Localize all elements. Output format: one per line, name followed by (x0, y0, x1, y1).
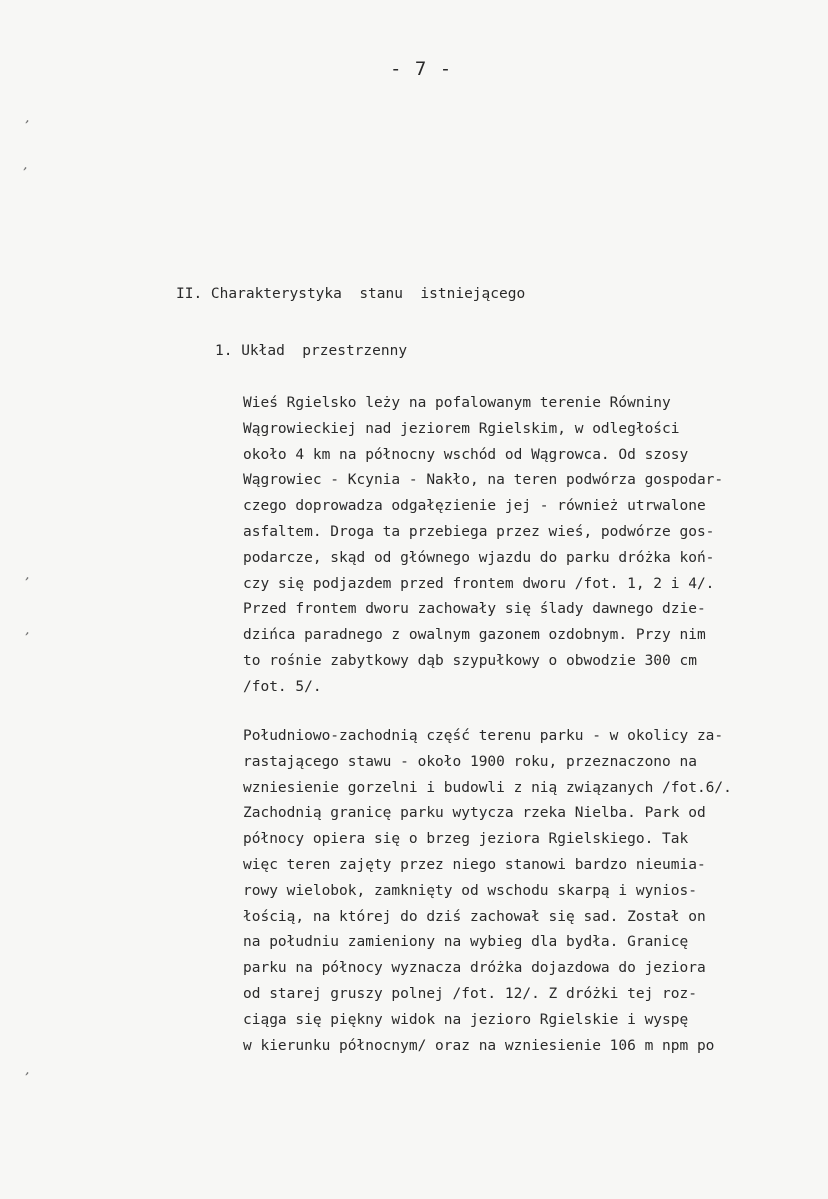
scan-mark: ʼ (19, 117, 32, 133)
text-line: północy opiera się o brzeg jeziora Rgielskiego. Tak (243, 831, 689, 848)
text-line: na południu zamieniony na wybieg dla bydła. Granicę (243, 934, 689, 951)
text-line: około 4 km na północny wschód od Wągrowca. Od szosy (243, 446, 689, 463)
subsection-heading: 1. Układ przestrzenny (215, 343, 408, 359)
scan-mark: ʼ (19, 1069, 32, 1085)
paragraph-2 (243, 724, 732, 1059)
text-line: Wągrowieckiej nad jeziorem Rgielskim, w odległości (243, 420, 680, 437)
text-line: parku na północy wyznacza dróżka dojazdowa do jeziora (243, 960, 706, 977)
text-line: Zachodnią granicę parku wytycza rzeka Nielba. Park od (243, 805, 706, 822)
text-line: wzniesienie gorzelni i budowli z nią związanych /fot.6/. (243, 779, 732, 796)
scan-mark: ʼ (19, 629, 32, 645)
text-line: ciąga się piękny widok na jezioro Rgielskie i wyspę (243, 1011, 689, 1028)
text-line: podarcze, skąd od głównego wjazdu do parku dróżka koń- (243, 549, 715, 566)
text-line: czego doprowadza odgałęzienie jej - również utrwalone (243, 498, 706, 515)
text-line: od starej gruszy polnej /fot. 12/. Z dróżki tej roz- (243, 985, 697, 1002)
text-line: Przed frontem dworu zachowały się ślady dawnego dzie- (243, 601, 706, 618)
page-number: - 7 - (390, 58, 453, 80)
text-line: rastającego stawu - około 1900 roku, przeznaczono na (243, 753, 697, 770)
text-line: /fot. 5/. (243, 678, 322, 695)
text-line: to rośnie zabytkowy dąb szypułkowy o obwodzie 300 cm (243, 652, 697, 669)
text-line: w kierunku północnym/ oraz na wzniesienie 106 m npm po (243, 1037, 715, 1054)
text-line: rowy wielobok, zamknięty od wschodu skarpą i wynios- (243, 882, 697, 899)
text-line: Południowo-zachodnią część terenu parku - w okolicy za- (243, 728, 724, 744)
text-line: więc teren zajęty przez niego stanowi bardzo nieumia- (243, 856, 706, 873)
text-line: asfaltem. Droga ta przebiega przez wieś, podwórze gos- (243, 523, 715, 540)
section-heading: II. Charakterystyka stanu istniejącego (176, 286, 526, 302)
text-line: Wieś Rgielsko leży na pofalowanym terenie Równiny (243, 395, 671, 411)
text-line: łością, na której do dziś zachował się sad. Został on (243, 908, 706, 925)
paragraph-1 (243, 391, 723, 701)
text-line: czy się podjazdem przed frontem dworu /fot. 1, 2 i 4/. (243, 575, 715, 592)
scan-mark: ʼ (17, 164, 30, 180)
scan-mark: ʼ (19, 574, 32, 590)
text-line: Wągrowiec - Kcynia - Nakło, na teren podwórza gospodar- (243, 472, 724, 489)
text-line: dzińca paradnego z owalnym gazonem ozdobnym. Przy nim (243, 627, 706, 644)
